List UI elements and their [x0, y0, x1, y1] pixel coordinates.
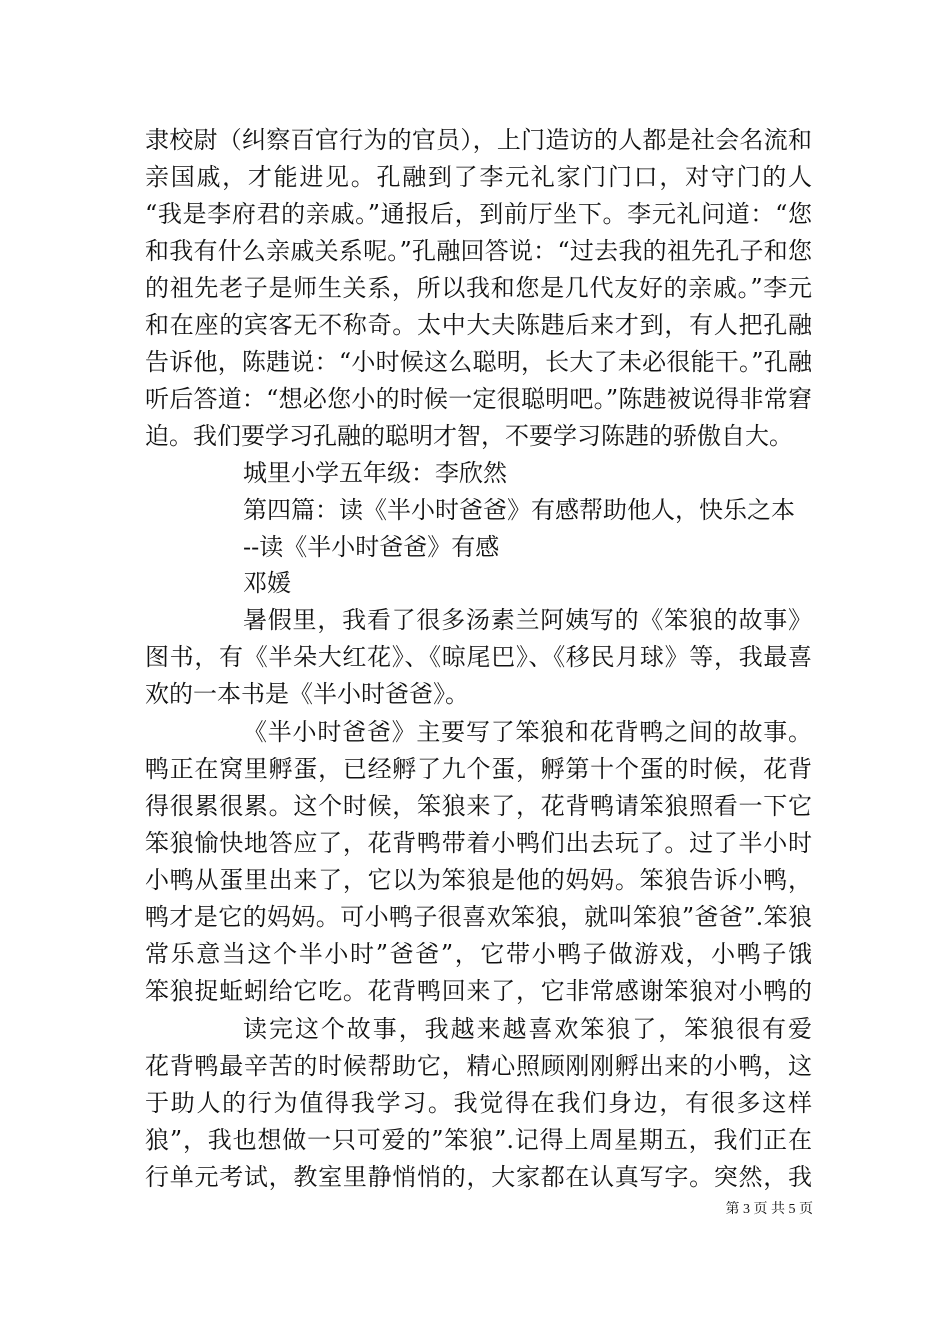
text-line: 欢的一本书是《半小时爸爸》。: [145, 680, 469, 708]
text-line: 狼”，我也想做一只可爱的”笨狼”.记得上周星期五，我们正在: [145, 1126, 812, 1154]
article-title: 第四篇：读《半小时爸爸》有感帮助他人，快乐之本: [243, 496, 795, 524]
text-line: “我是李府君的亲戚。”通报后，到前厅坐下。李元礼问道：“您: [145, 200, 812, 228]
text-line: 隶校尉（纠察百官行为的官员），上门造访的人都是社会名流和: [145, 126, 812, 154]
text-line: 常乐意当这个半小时”爸爸”，它带小鸭子做游戏，小鸭子饿: [145, 940, 812, 968]
text-line: 图书，有《半朵大红花》、《晾尾巴》、《移民月球》等，我最喜: [145, 643, 812, 671]
text-line: 《半小时爸爸》主要写了笨狼和花背鸭之间的故事。: [243, 718, 812, 746]
text-line: 的祖先老子是师生关系，所以我和您是几代友好的亲戚。”李元: [145, 274, 812, 302]
text-line: 读完这个故事，我越来越喜欢笨狼了，笨狼很有爱: [243, 1015, 812, 1043]
text-line: 和我有什么亲戚关系呢。”孔融回答说：“过去我的祖先孔子和您: [145, 237, 812, 265]
text-line: 花背鸭最辛苦的时候帮助它，精心照顾刚刚孵出来的小鸭，这: [145, 1052, 812, 1080]
page-number: 第 3 页 共 5 页: [725, 1202, 813, 1217]
text-line: 于助人的行为值得我学习。我觉得在我们身边，有很多这样: [145, 1089, 812, 1117]
text-line: 亲国戚，才能进见。孔融到了李元礼家门门口，对守门的人: [145, 163, 812, 191]
text-line: 鸭才是它的妈妈。可小鸭子很喜欢笨狼，就叫笨狼”爸爸”.笨狼: [145, 903, 812, 931]
text-line: 鸭正在窝里孵蛋，已经孵了九个蛋，孵第十个蛋的时候，花背: [145, 755, 812, 783]
text-line: 行单元考试，教室里静悄悄的，大家都在认真写字。突然，我: [145, 1163, 812, 1191]
article-subtitle: --读《半小时爸爸》有感: [243, 533, 500, 561]
text-line: 和在座的宾客无不称奇。太中大夫陈韪后来才到，有人把孔融: [145, 311, 812, 339]
text-line: 迫。我们要学习孔融的聪明才智，不要学习陈韪的骄傲自大。: [145, 422, 793, 450]
text-line: 笨狼捉蚯蚓给它吃。花背鸭回来了，它非常感谢笨狼对小鸭的: [145, 977, 812, 1005]
text-line: 小鸭从蛋里出来了，它以为笨狼是他的妈妈。笨狼告诉小鸭，: [145, 866, 812, 894]
text-line: 暑假里，我看了很多汤素兰阿姨写的《笨狼的故事》: [243, 606, 812, 634]
article-author: 邓媛: [243, 569, 291, 597]
text-line: 笨狼愉快地答应了，花背鸭带着小鸭们出去玩了。过了半小时: [145, 829, 812, 857]
text-line: 告诉他，陈韪说：“小时候这么聪明，长大了未必很能干。”孔融: [145, 348, 812, 376]
text-line: 得很累很累。这个时候，笨狼来了，花背鸭请笨狼照看一下它: [145, 792, 812, 820]
text-line: 听后答道：“想必您小的时候一定很聪明吧。”陈韪被说得非常窘: [145, 385, 812, 413]
author-line: 城里小学五年级：李欣然: [243, 459, 507, 487]
